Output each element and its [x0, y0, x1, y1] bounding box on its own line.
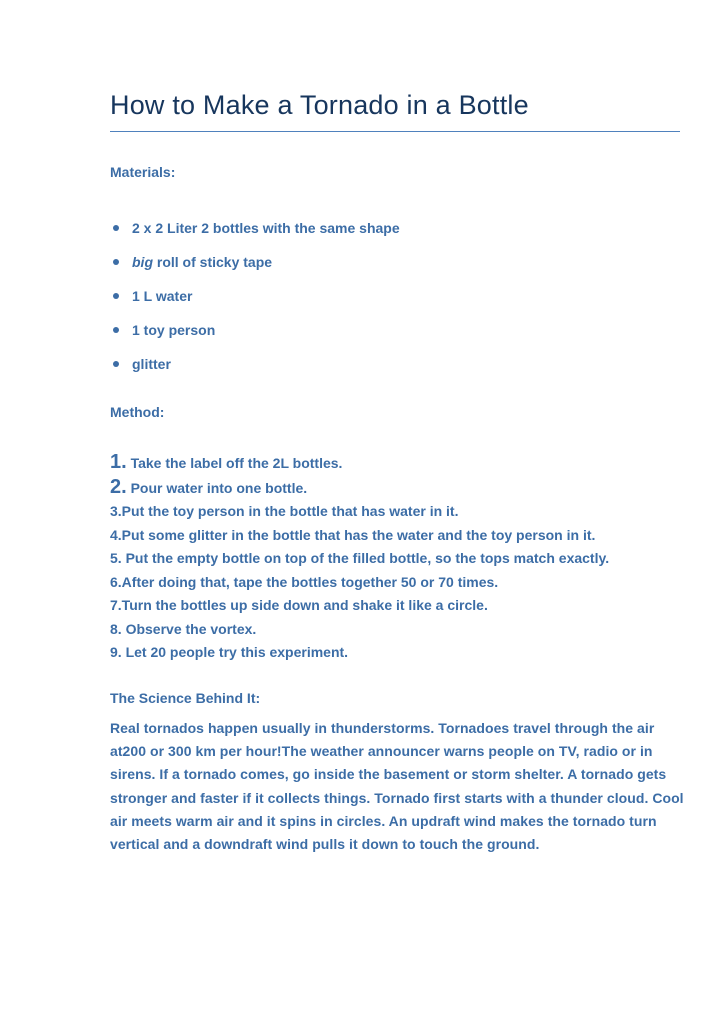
step-item — [110, 618, 609, 642]
science-heading: The Science Behind It: — [110, 690, 261, 706]
step-item — [110, 475, 609, 500]
bullet-icon — [113, 293, 119, 299]
method-heading: Method: — [110, 404, 165, 420]
list-item — [110, 286, 400, 320]
step-text: 4.Put some glitter in the bottle that has the water and the toy person in it. — [110, 526, 596, 543]
item-text: roll of sticky tape — [153, 254, 273, 270]
item-text: 1 toy person — [132, 322, 216, 338]
document-title: How to Make a Tornado in a Bottle — [110, 90, 529, 120]
step-number: 1. — [110, 451, 127, 473]
bullet-icon — [113, 327, 119, 333]
item-text: 2 x 2 Liter 2 bottles with the same shape — [132, 220, 400, 236]
materials-list — [110, 218, 400, 388]
item-text: 1 L water — [132, 288, 193, 304]
step-item — [110, 641, 609, 665]
method-steps — [110, 450, 609, 665]
step-text: 9. Let 20 people try this experiment. — [110, 644, 349, 660]
item-emphasis: big — [132, 254, 153, 270]
step-text: 3.Put the toy person in the bottle that has water in it. — [110, 503, 459, 519]
step-text: Pour water into one bottle. — [126, 480, 308, 496]
step-text: Take the label off the 2L bottles. — [126, 455, 343, 471]
step-item — [110, 547, 609, 571]
step-item — [110, 524, 609, 548]
list-item — [110, 320, 400, 354]
step-text: 5. Put the empty bottle on top of the filled bottle, so the tops match exactly. — [110, 550, 610, 566]
step-item — [110, 500, 609, 524]
list-item — [110, 354, 400, 388]
list-item — [110, 218, 400, 252]
bullet-icon — [113, 225, 119, 231]
list-item — [110, 252, 400, 286]
step-item — [110, 450, 609, 475]
step-number: 2. — [110, 476, 127, 498]
step-item — [110, 571, 609, 595]
step-item — [110, 594, 609, 618]
step-text: 8. Observe the vortex. — [110, 620, 257, 637]
item-text: glitter — [132, 356, 171, 372]
bullet-icon — [113, 361, 119, 367]
bullet-icon — [113, 259, 119, 265]
materials-heading: Materials: — [110, 164, 176, 180]
step-text: 6.After doing that, tape the bottles together 50 or 70 times. — [110, 573, 499, 590]
title-underline — [110, 131, 680, 132]
step-text: 7.Turn the bottles up side down and shake it like a circle. — [110, 597, 488, 613]
science-paragraph: Real tornados happen usually in thunderstorms. Tornadoes travel through the air at200 or 300 km per hour!The weather announcer warns people on TV, radio or in sirens. If a tornado comes, go inside the basement or storm shelter. A tornado gets stronger and faster if it collects things. Tornado first starts with a thunder cloud. Cool air meets warm air and it spins in circles. An updraft wind makes the tornado turn vertical and a downdraft wind pulls it down to touch the ground. — [110, 720, 684, 853]
